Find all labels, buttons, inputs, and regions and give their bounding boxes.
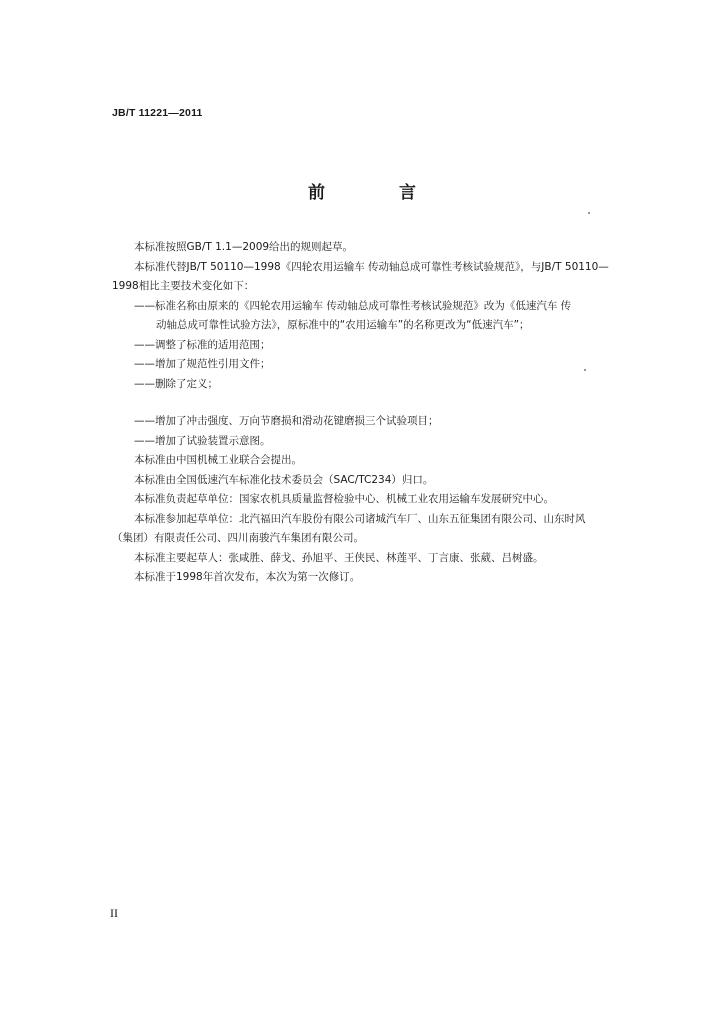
paragraph: 本标准于1998年首次发布，本次为第一次修订。 <box>134 571 361 583</box>
standard-code: JB/T 11221—2011 <box>112 107 203 119</box>
change-item: ——增加了试验装置示意图。 <box>134 434 271 447</box>
paragraph-continuation: 1998相比主要技术变化如下： <box>112 280 255 292</box>
page-number: II <box>110 906 118 920</box>
scan-speck <box>584 369 586 371</box>
paragraph: 本标准负责起草单位：国家农机具质量监督检验中心、机械工业农用运输车发展研究中心。 <box>134 493 554 505</box>
paragraph: 本标准主要起草人：张咸胜、薛戈、孙旭平、王侠民、林莲平、丁言康、张葳、吕树盛。 <box>134 551 544 564</box>
paragraph: 本标准按照GB/T 1.1—2009给出的规则起草。 <box>134 241 354 253</box>
change-item-continuation: 动轴总成可靠性试验方法》，原标准中的“农用运输车”的名称更改为“低速汽车”； <box>156 319 530 331</box>
change-item: ——增加了规范性引用文件； <box>134 358 271 370</box>
paragraph: 本标准由全国低速汽车标准化技术委员会（SAC/TC234）归口。 <box>134 473 434 486</box>
spacer <box>116 394 620 412</box>
section-title: 前 言 <box>308 183 450 203</box>
scan-speck <box>588 212 590 214</box>
change-item: ——删除了定义； <box>134 377 218 390</box>
change-item: ——调整了标准的适用范围； <box>134 338 271 351</box>
paragraph-continuation: （集团）有限责任公司、四川南骏汽车集团有限公司。 <box>112 532 364 544</box>
foreword-body <box>112 238 620 588</box>
paragraph: 本标准由中国机械工业联合会提出。 <box>134 454 302 466</box>
change-item: ——标准名称由原来的《四轮农用运输车 传动轴总成可靠性考核试验规范》改为《低速汽车 传 <box>134 299 572 312</box>
change-item: ——增加了冲击强度、万向节磨损和滑动花键磨损三个试验项目； <box>134 415 439 427</box>
paragraph: 本标准参加起草单位：北汽福田汽车股份有限公司诸城汽车厂、山东五征集团有限公司、山东时风 <box>134 512 586 525</box>
paragraph: 本标准代替JB/T 50110—1998《四轮农用运输车 传动轴总成可靠性考核试验规范》，与JB/T 50110— <box>134 260 609 273</box>
